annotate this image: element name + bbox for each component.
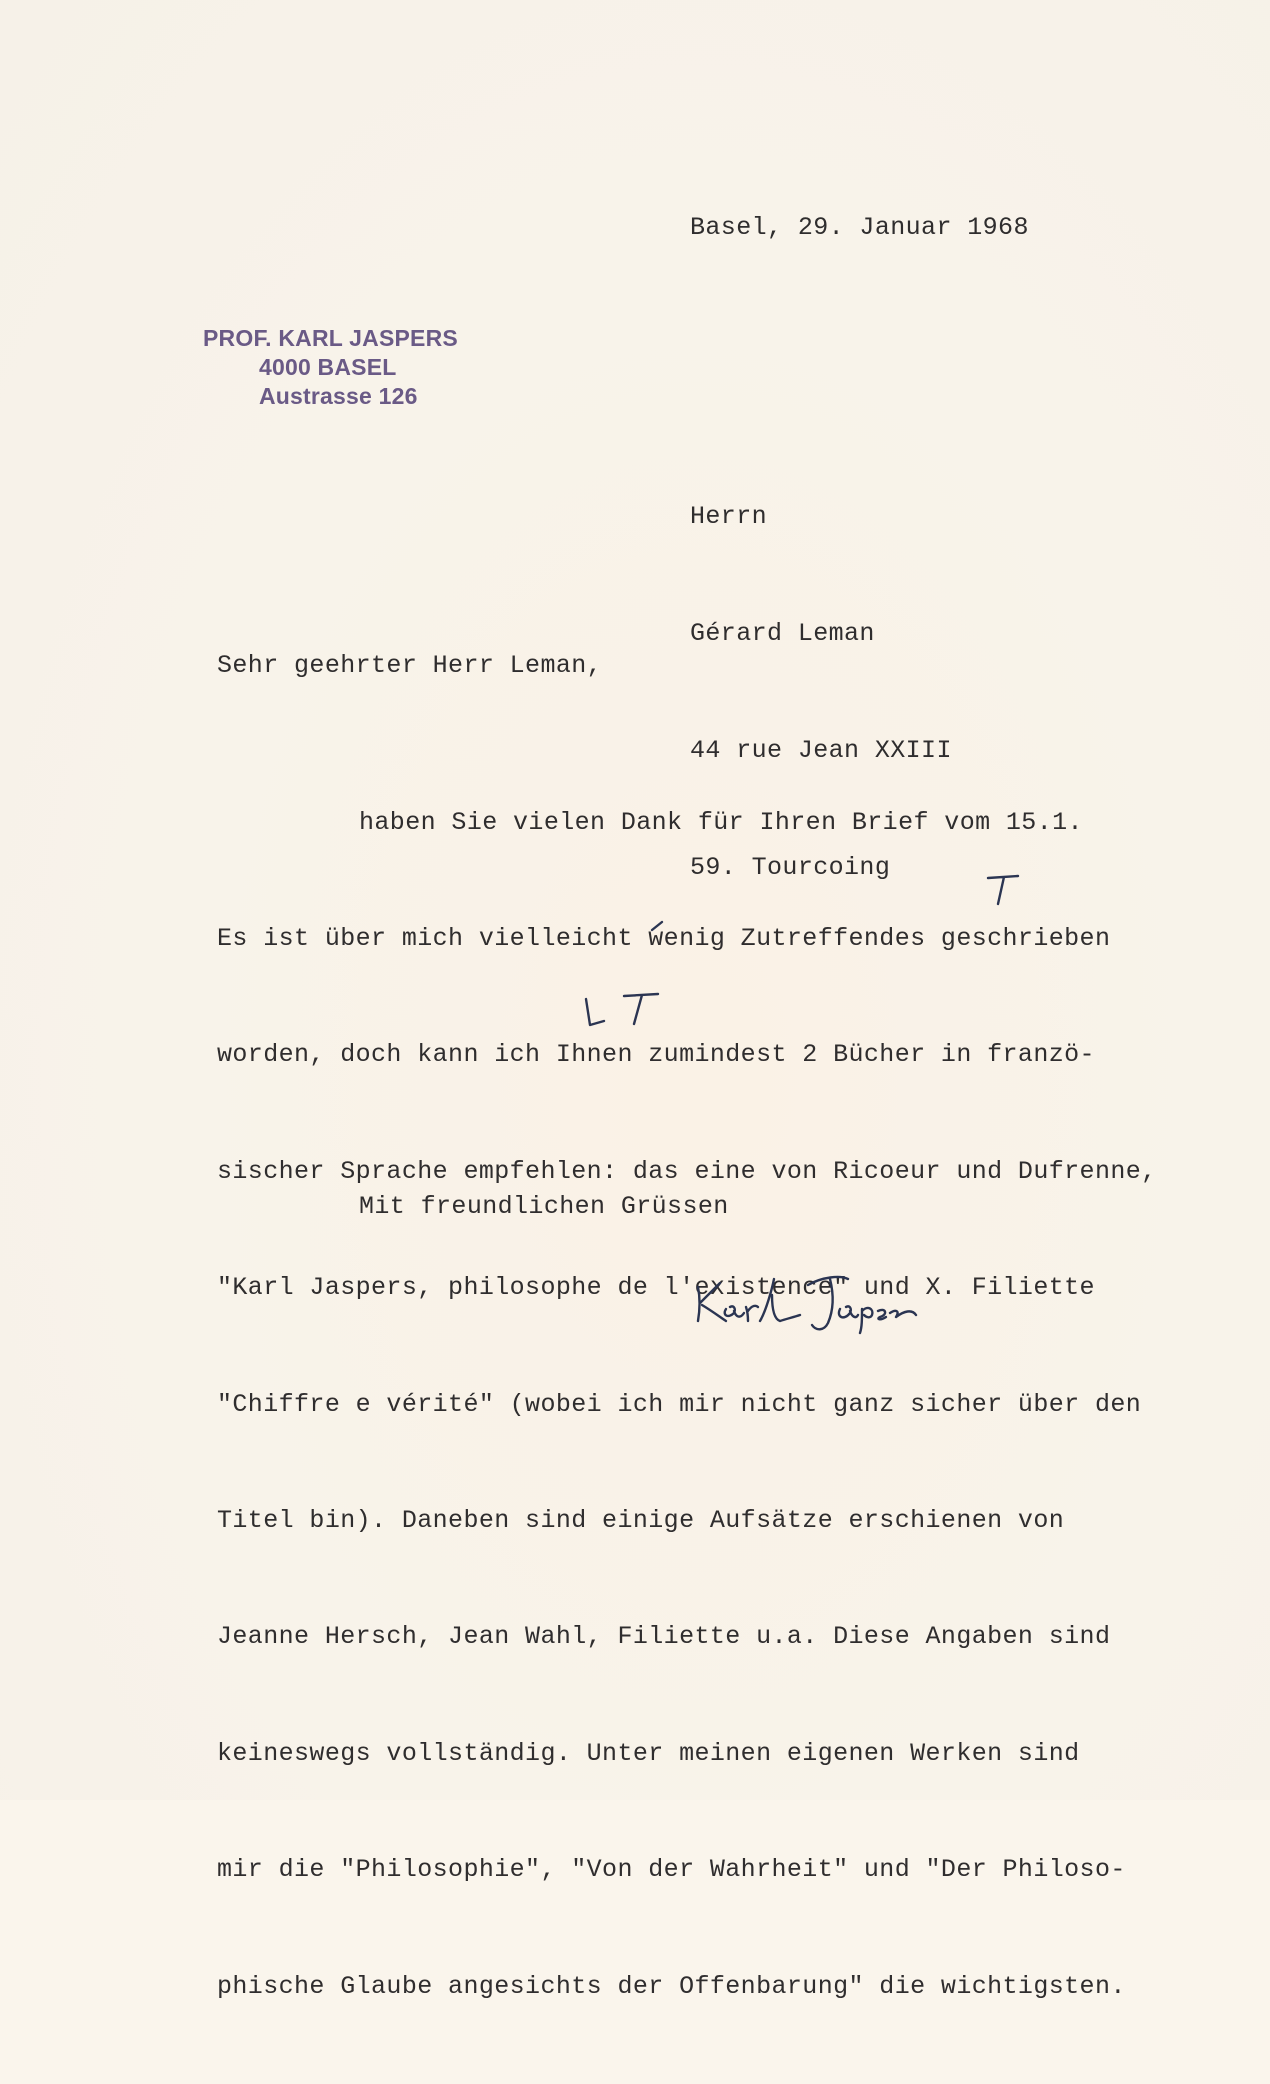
recipient-title: Herrn [690,502,768,531]
stamp-city: 4000 BASEL [259,354,397,380]
letter-body [217,726,1157,2084]
body-line: phische Glaube angesichts der Offenbarung" die wichtigsten. [217,1971,1126,2001]
handwritten-signature [690,1265,970,1335]
body-line: "Chiffre e vérité" (wobei ich mir nicht ganz sicher über den [217,1389,1142,1419]
body-line: worden, doch kann ich Ihnen zumindest 2 Bücher in franzö- [217,1040,1095,1070]
body-line: "Karl Jaspers, philosophe de l'existence" und X. Filiette [217,1273,1095,1303]
body-line: mir die "Philosophie", "Von der Wahrheit" und "Der Philoso- [217,1855,1126,1885]
stamp-name: PROF. KARL JASPERS [203,325,458,351]
stamp-street: Austrasse 126 [259,383,418,409]
body-line: haben Sie vielen Dank für Ihren Brief vom 15.1. [359,807,1083,837]
salutation: Sehr geehrter Herr Leman, [217,651,603,680]
closing: Mit freundlichen Grüssen [359,1192,729,1221]
body-line: Jeanne Hersch, Jean Wahl, Filiette u.a. Diese Angaben sind [217,1622,1111,1652]
sender-stamp [203,324,458,411]
dateline: Basel, 29. Januar 1968 [690,213,1029,242]
recipient-city: 59. Tourcoing [690,853,891,882]
body-line: keineswegs vollständig. Unter meinen eigenen Werken sind [217,1738,1080,1768]
body-line: Titel bin). Daneben sind einige Aufsätze erschienen von [217,1505,1065,1535]
body-line: Es ist über mich vielleicht wenig Zutreffendes geschrieben [217,923,1111,953]
recipient-name: Gérard Leman [690,619,875,648]
body-line: sischer Sprache empfehlen: das eine von Ricoeur und Dufrenne, [217,1156,1157,1186]
recipient-street: 44 rue Jean XXIII [690,736,952,765]
